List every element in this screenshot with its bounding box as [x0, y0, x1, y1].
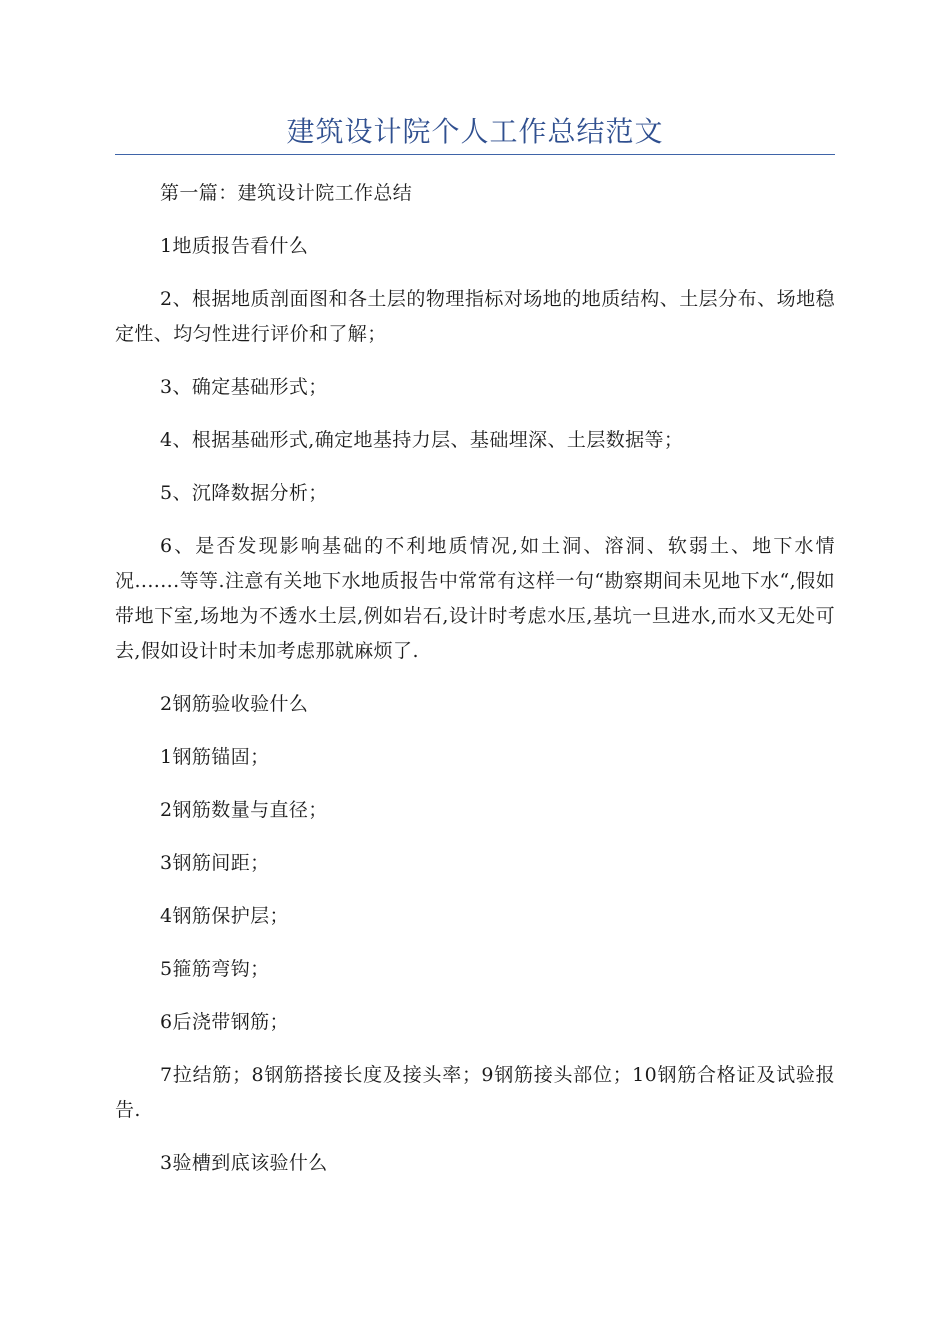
paragraph-section-heading: 第一篇：建筑设计院工作总结	[160, 182, 413, 204]
paragraph-item: 6后浇带钢筋；	[160, 1011, 289, 1033]
paragraph-item: 3、确定基础形式；	[160, 376, 328, 398]
document-title: 建筑设计院个人工作总结范文	[286, 115, 664, 148]
paragraph-item: 1地质报告看什么	[160, 235, 309, 257]
paragraph-item: 2钢筋数量与直径；	[160, 799, 328, 821]
paragraph-item: 7拉结筋；8钢筋搭接长度及接头率；9钢筋接头部位；10钢筋合格证及试验报告.	[115, 1064, 835, 1121]
document-body	[115, 176, 835, 1199]
paragraph-item: 4、根据基础形式,确定地基持力层、基础埋深、土层数据等；	[160, 429, 684, 451]
paragraph-item: 2钢筋验收验什么	[160, 693, 309, 715]
paragraph-item: 5、沉降数据分析；	[160, 482, 328, 504]
paragraph-item: 3验槽到底该验什么	[160, 1152, 328, 1174]
paragraph-item: 5箍筋弯钩；	[160, 958, 270, 980]
paragraph-item: 4钢筋保护层；	[160, 905, 289, 927]
paragraph-item: 2、根据地质剖面图和各土层的物理指标对场地的地质结构、土层分布、场地稳定性、均匀性进行评价和了解；	[115, 288, 835, 345]
title-underline	[115, 154, 835, 155]
paragraph-item: 3钢筋间距；	[160, 852, 270, 874]
paragraph-item: 1钢筋锚固；	[160, 746, 270, 768]
paragraph-item: 6、是否发现影响基础的不利地质情况,如土洞、溶洞、软弱土、地下水情况.......等等.注意有关地下水地质报告中常常有这样一句“勘察期间未见地下水“,假如带地下室,场地为不透水土层,例如岩石,设计时考虑水压,基坑一旦进水,而水又无处可去,假如设计时未加考虑那就麻烦了.	[115, 535, 835, 662]
